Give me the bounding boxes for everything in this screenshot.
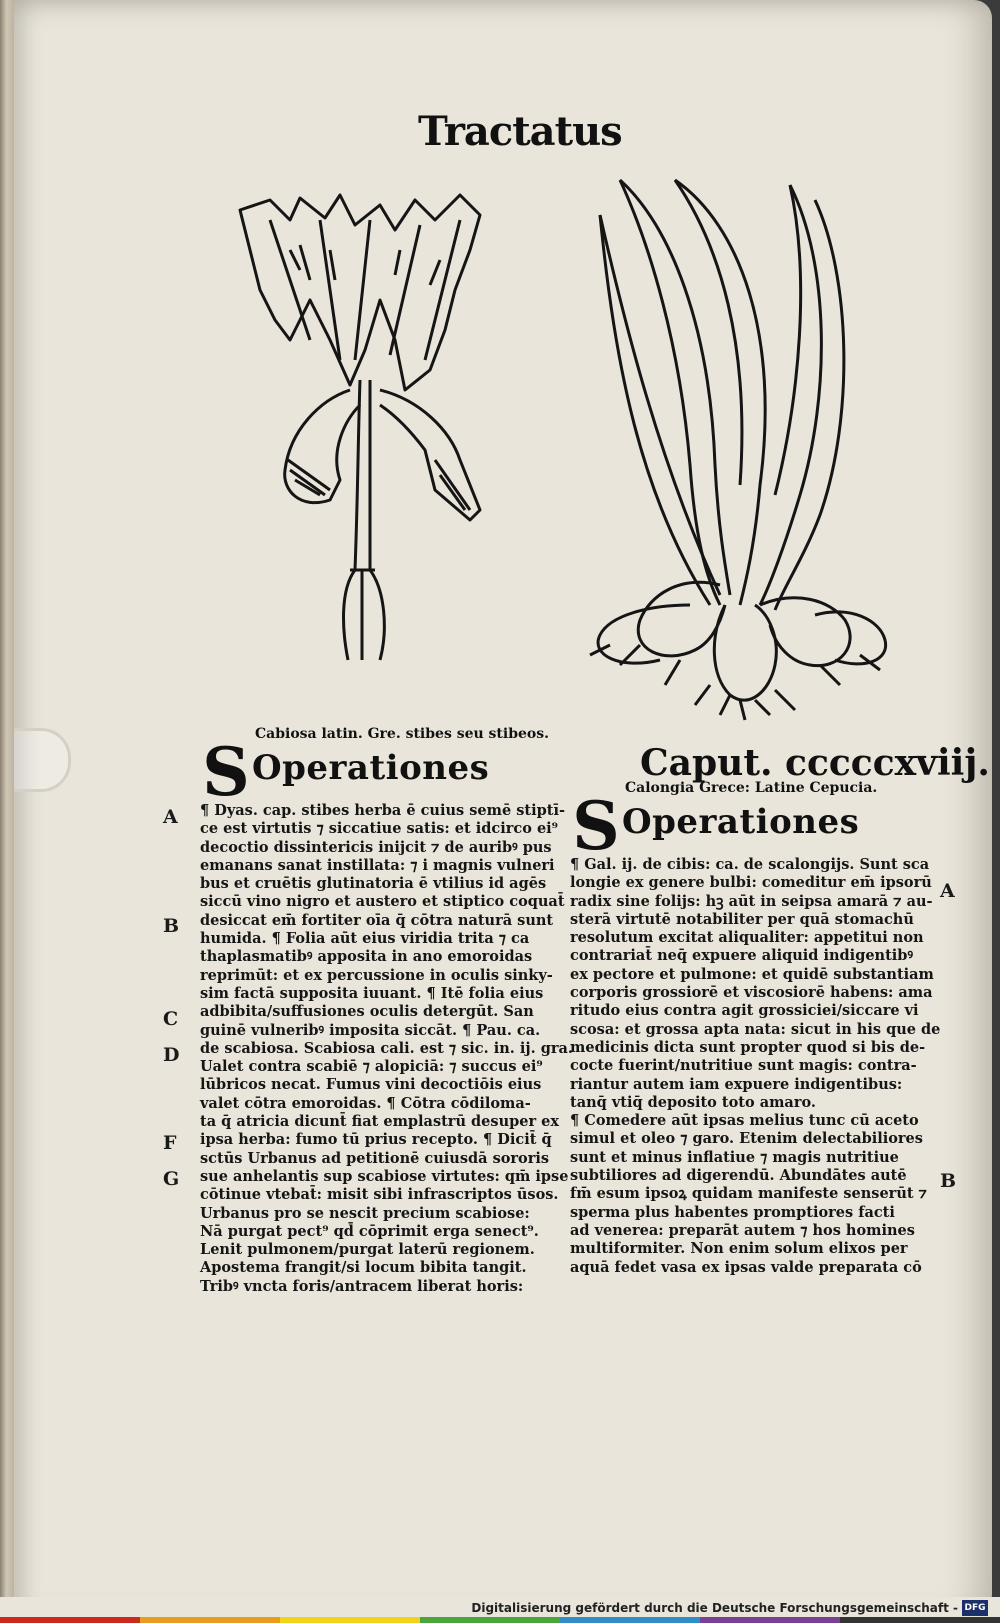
text-line: ad venerea: preparāt autem ⁊ hos homines <box>570 1221 915 1239</box>
text-line: Tribꝰ vncta foris/antracem liberat horis: <box>200 1277 524 1295</box>
margin-letter: A <box>940 880 955 902</box>
text-line: adbibita/suffusiones oculis detergūt. San <box>200 1003 534 1021</box>
text-line: siccū vino nigro et austero et stiptico coquat̄ <box>200 893 565 911</box>
text-line: Apostema frangit/si locum bibita tangit. <box>200 1259 527 1277</box>
scabiosa-woodcut <box>230 190 500 670</box>
scalongia-text <box>570 856 941 1277</box>
color-strip <box>0 1617 1000 1623</box>
text-line: ¶ Comedere aūt ipsas melius tunc cū aceto <box>570 1112 919 1130</box>
scabiosa-heading: Cabiosa latin. Gre. stibes seu stibeos. <box>255 726 549 742</box>
text-line: de scabiosa. Scabiosa cali. est ⁊ sic. in. ij. gra. <box>200 1039 573 1057</box>
text-line: ¶ Gal. ij. de cibis: ca. de scalongijs. Sunt sca <box>570 856 930 873</box>
scabiosa-section <box>200 726 573 1296</box>
decorated-initial: S <box>202 733 250 811</box>
text-line: Nā purgat pect⁹ qd̄ cōprimit erga senect⁹. <box>200 1222 539 1240</box>
footer-credit: Digitalisierung gefördert durch die Deutsche Forschungsgemeinschaft - <box>471 1601 958 1615</box>
text-line: humida. ¶ Folia aūt eius viridia trita ⁊ ca <box>200 930 530 948</box>
text-line: longie ex genere bulbi: comeditur em̄ ipsorū <box>570 874 932 892</box>
margin-letter: F <box>163 1132 177 1154</box>
text-line: multiformiter. Non enim solum elixos per <box>570 1240 908 1258</box>
scalongia-section <box>570 760 941 1277</box>
margin-letter: A <box>163 806 178 828</box>
chapter-heading: Caput. cccccxviij. <box>640 742 990 784</box>
margin-letter: B <box>163 915 180 937</box>
decorated-initial: S <box>572 787 620 865</box>
text-line: ipsa herba: fumo tū prius recepto. ¶ Dicit̄ q̄ <box>200 1131 552 1149</box>
text-line: ritudo eius contra agit grossiciei/siccare vi <box>570 1002 919 1020</box>
page-clip <box>14 728 71 792</box>
text-line: thaplasmatibꝰ apposita in ano emoroidas <box>200 948 533 966</box>
text-line: cocte fuerint/nutritiue sunt magis: contra- <box>570 1057 917 1075</box>
text-line: sim factā supposita iuuant. ¶ Itē folia eius <box>200 984 544 1002</box>
text-line: subtiliores ad digerendū. Abundātes autē <box>570 1167 907 1185</box>
text-line: Ualet contra scabiē ⁊ alopiciā: ⁊ succus ei⁹ <box>200 1058 543 1076</box>
margin-letter: C <box>163 1008 179 1030</box>
operations-title: Operationes <box>622 802 860 842</box>
text-line: sunt et minus inflatiue ⁊ magis nutritiue <box>570 1148 899 1166</box>
text-line: medicinis dicta sunt propter quod si bis de- <box>570 1038 926 1056</box>
text-line: lūbricos necat. Fumus vini decoctiōis eius <box>200 1076 542 1094</box>
text-line: sperma plus habentes promptiores facti <box>570 1203 895 1221</box>
text-line: resolutum excitat aliqualiter: appetitui non <box>570 929 924 947</box>
scalongia-woodcut <box>580 165 910 725</box>
text-line: tanq̄ vtiq̄ deposito toto amaro. <box>570 1093 816 1111</box>
text-line: reprimūt: et ex percussione in oculis sinky- <box>200 966 553 984</box>
text-line: simul et oleo ⁊ garo. Etenim delectabiliores <box>570 1130 923 1148</box>
text-line: Urbanus pro se nescit precium scabiose: <box>200 1204 530 1222</box>
text-line: valet cōtra emoroidas. ¶ Cōtra cōdiloma- <box>200 1094 531 1112</box>
text-line: scosa: et grossa apta nata: sicut in his que de <box>570 1020 941 1038</box>
text-line: cōtinue vtebat̄: misit sibi infrascriptos ūsos. <box>200 1186 559 1204</box>
margin-letter: G <box>163 1168 180 1190</box>
text-line: radix sine folijs: hꝫ aūt in seipsa amarā ⁊ au- <box>570 892 933 910</box>
text-line: emanans sanat instillata: ⁊ i magnis vulneri <box>200 856 555 874</box>
text-line: bus et cruētis glutinatoria ē vtilius id agēs <box>200 875 547 893</box>
text-line: aquā fedet vasa ex ipsas valde preparata cō <box>570 1258 922 1276</box>
text-line: riantur autem iam expuere indigentibus: <box>570 1075 903 1093</box>
operations-title: Operationes <box>252 748 490 788</box>
text-line: contrariat̄ neq̄ expuere aliquid indigentibꝰ <box>570 947 913 965</box>
text-line: ce est virtutis ⁊ siccatiue satis: et idcirco ei⁹ <box>200 820 559 838</box>
text-line: ¶ Dyas. cap. stibes herba ē cuius semē stiptī- <box>200 802 565 819</box>
text-line: desiccat em̄ fortiter oīa q̄ cōtra naturā sunt <box>200 911 554 929</box>
text-line: ex pectore et pulmone: et quidē substantiam <box>570 965 934 983</box>
text-line: guinē vulneribꝰ imposita siccāt. ¶ Pau. ca. <box>200 1021 541 1039</box>
text-line: sctūs Urbanus ad petitionē cuiusdā sororis <box>200 1149 550 1167</box>
text-line: sue anhelantis sup scabiose virtutes: qm̄ ipse <box>200 1167 569 1185</box>
margin-letter: B <box>940 1170 957 1192</box>
text-line: corporis grossiorē et viscosiorē habens: ama <box>570 984 933 1002</box>
page-header: Tractatus <box>418 108 622 155</box>
text-line: Lenit pulmonem/purgat laterū regionem. <box>200 1241 535 1259</box>
text-line: fm̄ esum ipsoꝝ quidam manifeste senserūt ⁊ <box>570 1185 927 1203</box>
text-line: ta q̄ atricia dicunt̄ fiat emplastrū desuper ex <box>200 1113 560 1131</box>
scalongia-heading: Calongia Grece: Latine Cepucia. <box>625 780 878 796</box>
dfg-logo-icon: DFG <box>962 1600 988 1616</box>
text-line: sterā virtutē notabiliter per quā stomachū <box>570 910 914 928</box>
margin-letter: D <box>163 1044 180 1066</box>
text-line: decoctio dissintericis inijcit ⁊ de auribꝰ pus <box>200 838 552 856</box>
scabiosa-text <box>200 802 573 1296</box>
